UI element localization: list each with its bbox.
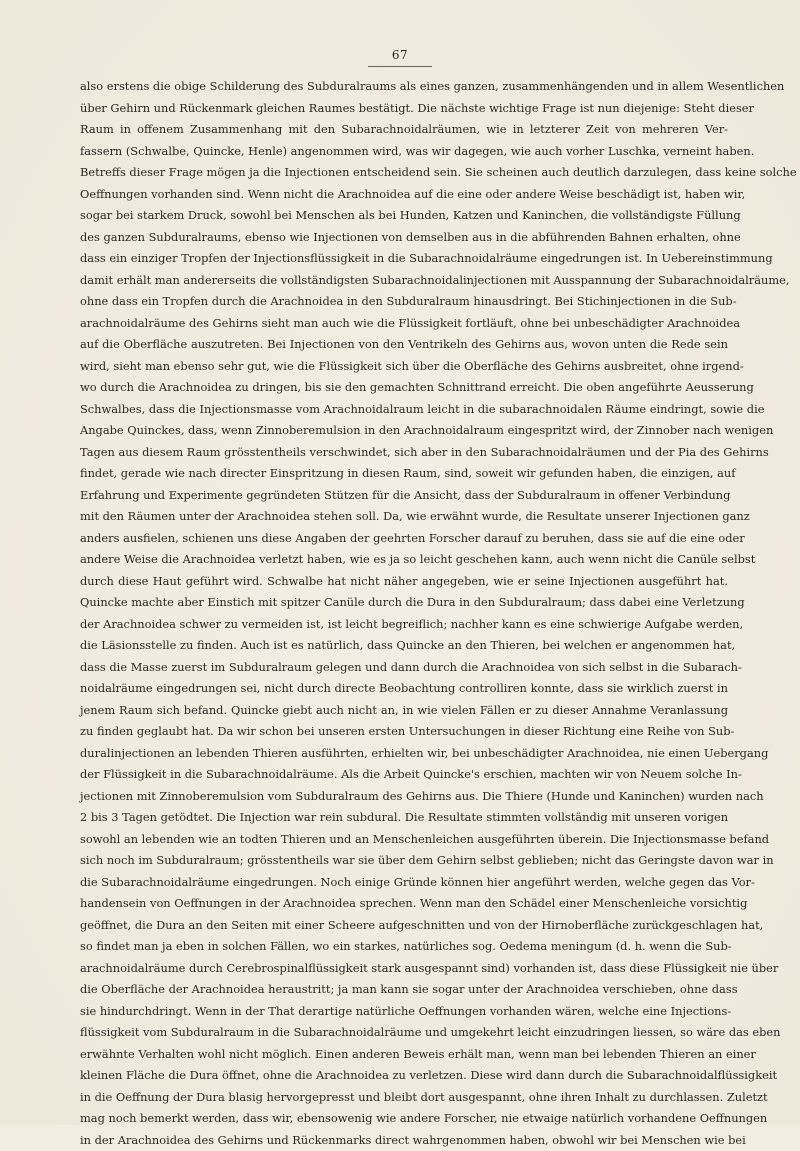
text-line: anders ausfielen, schienen uns diese Angaben der geehrten Forscher darauf zu beruhen, dass sie auf die eine oder	[80, 528, 728, 550]
text-line: Angabe Quinckes, dass, wenn Zinnoberemulsion in den Arachnoidalraum eingespritzt wird, der Zinnober nach wenigen	[80, 420, 728, 442]
text-line: mag noch bemerkt werden, dass wir, ebensowenig wie andere Forscher, nie etwaige natürlich vorhandene Oeffnungen	[80, 1108, 728, 1130]
text-line: 2 bis 3 Tagen getödtet. Die Injection war rein subdural. Die Resultate stimmten vollständig mit unseren vorigen	[80, 807, 728, 829]
text-line: des ganzen Subduralraums, ebenso wie Injectionen von demselben aus in die abführenden Bahnen erhalten, ohne	[80, 227, 728, 249]
text-line: der Flüssigkeit in die Subarachnoidalräume. Als die Arbeit Quincke's erschien, machten wir von Neuem solche In-	[80, 764, 728, 786]
text-line: handensein von Oeffnungen in der Arachnoidea sprechen. Wenn man den Schädel einer Menschenleiche vorsichtig	[80, 893, 728, 915]
text-line: Oeffnungen vorhanden sind. Wenn nicht die Arachnoidea auf die eine oder andere Weise beschädigt ist, haben wir,	[80, 184, 728, 206]
text-line: Erfahrung und Experimente gegründeten Stützen für die Ansicht, dass der Subduralraum in offener Verbindung	[80, 485, 728, 507]
text-line: arachnoidalräume des Gehirns sieht man auch wie die Flüssigkeit fortläuft, ohne bei unbeschädigter Arachnoidea	[80, 313, 728, 335]
page-number-rule	[368, 66, 432, 67]
text-line: flüssigkeit vom Subduralraum in die Subarachnoidalräume und umgekehrt leicht einzudringen liessen, so wäre das eben	[80, 1022, 728, 1044]
text-line: die Subarachnoidalräume eingedrungen. Noch einige Gründe können hier angeführt werden, welche gegen das Vor-	[80, 872, 728, 894]
text-line: duralinjectionen an lebenden Thieren ausführten, erhielten wir, bei unbeschädigter Arachnoidea, nie einen Uebergang	[80, 743, 728, 765]
text-line: andere Weise die Arachnoidea verletzt haben, wie es ja so leicht geschehen kann, auch wenn nicht die Canüle selbst	[80, 549, 728, 571]
text-line: jenem Raum sich befand. Quincke giebt auch nicht an, in wie vielen Fällen er zu dieser Annahme Veranlassung	[80, 700, 728, 722]
text-line: wird, sieht man ebenso sehr gut, wie die Flüssigkeit sich über die Oberfläche des Gehirns ausbreitet, ohne irgend-	[80, 356, 728, 378]
text-line: zu finden geglaubt hat. Da wir schon bei unseren ersten Untersuchungen in dieser Richtung eine Reihe von Sub-	[80, 721, 728, 743]
text-line: Betreffs dieser Frage mögen ja die Injectionen entscheidend sein. Sie scheinen auch deutlich darzulegen, dass keine solche	[80, 162, 728, 184]
text-line: fassern (Schwalbe, Quincke, Henle) angenommen wird, was wir dagegen, wie auch vorher Luschka, verneint haben.	[80, 141, 728, 163]
text-line: über Gehirn und Rückenmark gleichen Raumes bestätigt. Die nächste wichtige Frage ist nun diejenige: Steht dieser	[80, 98, 728, 120]
text-line: der Arachnoidea schwer zu vermeiden ist, ist leicht begreiflich; nachher kann es eine schwierige Aufgabe werden,	[80, 614, 728, 636]
text-line: erwähnte Verhalten wohl nicht möglich. Einen anderen Beweis erhält man, wenn man bei lebenden Thieren an einer	[80, 1044, 728, 1066]
text-line: durch diese Haut geführt wird. Schwalbe hat nicht näher angegeben, wie er seine Injectionen ausgeführt hat.	[80, 571, 728, 593]
body-text	[80, 76, 728, 1151]
text-line: in die Oeffnung der Dura blasig hervorgepresst und bleibt dort ausgespannt, ohne ihren Inhalt zu durchlassen. Zuletzt	[80, 1087, 728, 1109]
text-line: sogar bei starkem Druck, sowohl bei Menschen als bei Hunden, Katzen und Kaninchen, die vollständigste Füllung	[80, 205, 728, 227]
text-line: mit den Räumen unter der Arachnoidea stehen soll. Da, wie erwähnt wurde, die Resultate unserer Injectionen ganz	[80, 506, 728, 528]
text-line: kleinen Fläche die Dura öffnet, ohne die Arachnoidea zu verletzen. Diese wird dann durch die Subarachnoidalflüssigkeit	[80, 1065, 728, 1087]
text-line: ohne dass ein Tropfen durch die Arachnoidea in den Subduralraum hinausdringt. Bei Stichinjectionen in die Sub-	[80, 291, 728, 313]
text-line: also erstens die obige Schilderung des Subduralraums als eines ganzen, zusammenhängenden und in allem Wesentlichen	[80, 76, 728, 98]
text-line: dass die Masse zuerst im Subduralraum gelegen und dann durch die Arachnoidea von sich selbst in die Subarach-	[80, 657, 728, 679]
text-line: Raum in offenem Zusammenhang mit den Subarachnoidalräumen, wie in letzterer Zeit von mehreren Ver-	[80, 119, 728, 141]
text-line: auf die Oberfläche auszutreten. Bei Injectionen von den Ventrikeln des Gehirns aus, wovon unten die Rede sein	[80, 334, 728, 356]
text-line: Schwalbes, dass die Injectionsmasse vom Arachnoidalraum leicht in die subarachnoidalen Räume eindringt, sowie die	[80, 399, 728, 421]
text-line: damit erhält man andererseits die vollständigsten Subarachnoidalinjectionen mit Ausspannung der Subarachnoidalräume,	[80, 270, 728, 292]
text-line: Quincke machte aber Einstich mit spitzer Canüle durch die Dura in den Subduralraum; dass dabei eine Verletzung	[80, 592, 728, 614]
text-line: die Oberfläche der Arachnoidea heraustritt; ja man kann sie sogar unter der Arachnoidea verschieben, ohne dass	[80, 979, 728, 1001]
text-line: arachnoidalräume durch Cerebrospinalflüssigkeit stark ausgespannt sind) vorhanden ist, dass diese Flüssigkeit nie über	[80, 958, 728, 980]
text-line: so findet man ja eben in solchen Fällen, wo ein starkes, natürliches sog. Oedema meningum (d. h. wenn die Sub-	[80, 936, 728, 958]
text-line: jectionen mit Zinnoberemulsion vom Subduralraum des Gehirns aus. Die Thiere (Hunde und Kaninchen) wurden nach	[80, 786, 728, 808]
text-line: wo durch die Arachnoidea zu dringen, bis sie den gemachten Schnittrand erreicht. Die oben angeführte Aeusserung	[80, 377, 728, 399]
text-line: die Läsionsstelle zu finden. Auch ist es natürlich, dass Quincke an den Thieren, bei welchen er angenommen hat,	[80, 635, 728, 657]
text-line: findet, gerade wie nach directer Einspritzung in diesen Raum, sind, soweit wir gefunden haben, die einzigen, auf	[80, 463, 728, 485]
text-line: sie hindurchdringt. Wenn in der That derartige natürliche Oeffnungen vorhanden wären, welche eine Injections-	[80, 1001, 728, 1023]
text-line: sich noch im Subduralraum; grösstentheils war sie über dem Gehirn selbst geblieben; nicht das Geringste davon war in	[80, 850, 728, 872]
text-line: sowohl an lebenden wie an todten Thieren und an Menschenleichen ausgeführten überein. Die Injectionsmasse befand	[80, 829, 728, 851]
text-line: dass ein einziger Tropfen der Injectionsflüssigkeit in die Subarachnoidalräume eingedrungen ist. In Uebereinstimmung	[80, 248, 728, 270]
text-line: noidalräume eingedrungen sei, nicht durch directe Beobachtung controlliren konnte, dass sie wirklich zuerst in	[80, 678, 728, 700]
text-line: in der Arachnoidea des Gehirns und Rückenmarks direct wahrgenommen haben, obwohl wir bei Menschen wie bei	[80, 1130, 728, 1151]
text-line: Tagen aus diesem Raum grösstentheils verschwindet, sich aber in den Subarachnoidalräumen und der Pia des Gehirns	[80, 442, 728, 464]
page-number: 67	[0, 48, 800, 62]
text-line: geöffnet, die Dura an den Seiten mit einer Scheere aufgeschnitten und von der Hirnoberfläche zurückgeschlagen hat,	[80, 915, 728, 937]
